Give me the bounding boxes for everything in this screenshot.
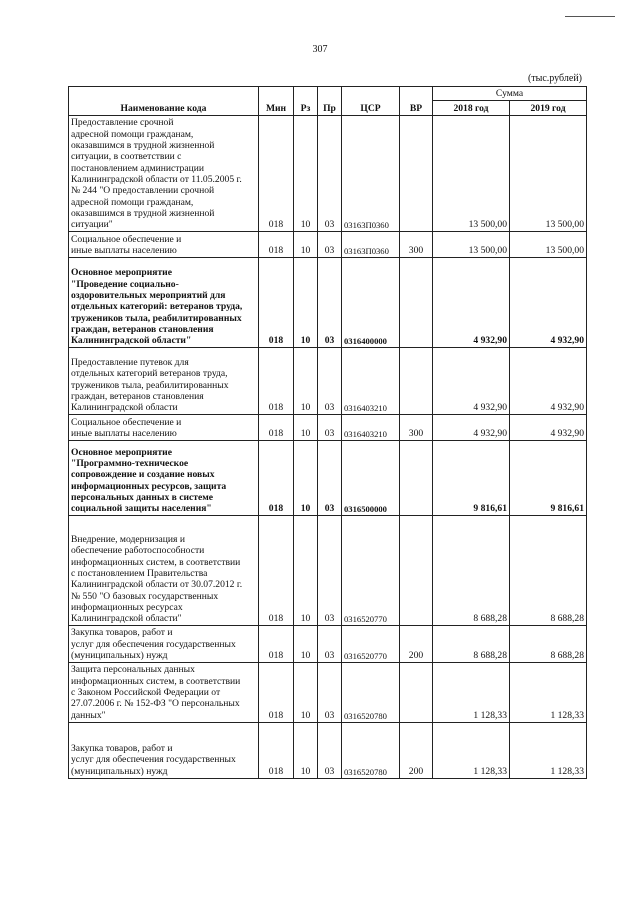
- row-sum-2019: 1 128,33: [510, 663, 587, 723]
- row-vr: [400, 348, 433, 415]
- row-vr: 300: [400, 232, 433, 258]
- row-min: 018: [259, 258, 294, 348]
- row-min: 018: [259, 232, 294, 258]
- header-year-2019: 2019 год: [510, 101, 587, 116]
- row-min: 018: [259, 626, 294, 663]
- table-row: [69, 722, 587, 778]
- row-min: 018: [259, 516, 294, 626]
- row-csr: 0316500000: [342, 441, 400, 516]
- header-year-2018: 2018 год: [433, 101, 510, 116]
- row-sum-2018: 1 128,33: [433, 722, 510, 778]
- row-name: Предоставление срочной адресной помощи гражданам, оказавшимся в трудной жизненной ситуации, в соответствии с постановлением администрации Калининградской области от 11.05.2005 г. № 244 "О предоставлении срочной адресной помощи гражданам, оказавшимся в трудной жизненной ситуации": [69, 116, 259, 232]
- row-csr: 0316520780: [342, 663, 400, 723]
- corner-line: [565, 16, 615, 17]
- table-row: [69, 258, 587, 348]
- row-vr: [400, 663, 433, 723]
- table-row: [69, 232, 587, 258]
- page-number: 307: [312, 44, 328, 55]
- row-vr: 200: [400, 722, 433, 778]
- row-vr: 300: [400, 415, 433, 441]
- row-vr: [400, 258, 433, 348]
- row-rz: 10: [294, 348, 318, 415]
- row-pr: 03: [318, 663, 342, 723]
- row-csr: 03163П0360: [342, 232, 400, 258]
- row-sum-2019: 9 816,61: [510, 441, 587, 516]
- row-csr: 0316520770: [342, 626, 400, 663]
- header-min: Мин: [259, 87, 294, 116]
- header-row-top: [69, 87, 587, 101]
- header-vr: ВР: [400, 87, 433, 116]
- row-rz: 10: [294, 663, 318, 723]
- row-rz: 10: [294, 722, 318, 778]
- row-rz: 10: [294, 626, 318, 663]
- row-pr: 03: [318, 232, 342, 258]
- row-sum-2018: 9 816,61: [433, 441, 510, 516]
- row-csr: 0316403210: [342, 415, 400, 441]
- row-rz: 10: [294, 516, 318, 626]
- row-sum-2019: 13 500,00: [510, 116, 587, 232]
- row-sum-2018: 4 932,90: [433, 348, 510, 415]
- row-pr: 03: [318, 258, 342, 348]
- row-min: 018: [259, 441, 294, 516]
- row-name: Основное мероприятие "Проведение социально- оздоровительных мероприятий для отдельных категорий: ветеранов труда, тружеников тыла, реабилитированных граждан, ветеранов становления Калининградской области": [69, 258, 259, 348]
- header-pr: Пр: [318, 87, 342, 116]
- header-csr: ЦСР: [342, 87, 400, 116]
- row-sum-2018: 4 932,90: [433, 258, 510, 348]
- row-vr: [400, 516, 433, 626]
- row-pr: 03: [318, 415, 342, 441]
- row-csr: 0316520780: [342, 722, 400, 778]
- row-sum-2019: 4 932,90: [510, 258, 587, 348]
- row-sum-2018: 4 932,90: [433, 415, 510, 441]
- row-sum-2018: 13 500,00: [433, 116, 510, 232]
- row-name: Закупка товаров, работ и услуг для обеспечения государственных (муниципальных) нужд: [69, 626, 259, 663]
- table-row: [69, 348, 587, 415]
- row-sum-2019: 8 688,28: [510, 626, 587, 663]
- row-sum-2018: 8 688,28: [433, 516, 510, 626]
- header-name: Наименование кода: [69, 87, 259, 116]
- table-row: [69, 663, 587, 723]
- row-pr: 03: [318, 441, 342, 516]
- row-sum-2019: 8 688,28: [510, 516, 587, 626]
- row-min: 018: [259, 348, 294, 415]
- row-rz: 10: [294, 441, 318, 516]
- table-row: [69, 415, 587, 441]
- row-sum-2019: 13 500,00: [510, 232, 587, 258]
- row-rz: 10: [294, 258, 318, 348]
- row-vr: [400, 441, 433, 516]
- table-row: [69, 626, 587, 663]
- row-csr: 0316400000: [342, 258, 400, 348]
- row-vr: 200: [400, 626, 433, 663]
- row-pr: 03: [318, 348, 342, 415]
- row-sum-2018: 1 128,33: [433, 663, 510, 723]
- row-min: 018: [259, 722, 294, 778]
- row-pr: 03: [318, 722, 342, 778]
- row-name: Основное мероприятие "Программно-техническое сопровождение и создание новых информационных ресурсов, защита персональных данных в системе социальной защиты населения": [69, 441, 259, 516]
- row-sum-2019: 4 932,90: [510, 348, 587, 415]
- row-rz: 10: [294, 232, 318, 258]
- row-csr: 0316403210: [342, 348, 400, 415]
- row-csr: 03163П0360: [342, 116, 400, 232]
- header-rz: Рз: [294, 87, 318, 116]
- row-pr: 03: [318, 626, 342, 663]
- budget-table: [68, 86, 587, 779]
- row-min: 018: [259, 415, 294, 441]
- table-row: [69, 441, 587, 516]
- row-pr: 03: [318, 516, 342, 626]
- table-body: [69, 116, 587, 779]
- row-vr: [400, 116, 433, 232]
- table-row: [69, 116, 587, 232]
- units-label: (тыс.рублей): [527, 73, 582, 84]
- row-min: 018: [259, 116, 294, 232]
- row-pr: 03: [318, 116, 342, 232]
- row-min: 018: [259, 663, 294, 723]
- header-sum: Сумма: [433, 87, 587, 101]
- row-name: Предоставление путевок для отдельных категорий ветеранов труда, тружеников тыла, реабилитированных граждан, ветеранов становления Калининградской области: [69, 348, 259, 415]
- row-sum-2018: 8 688,28: [433, 626, 510, 663]
- row-name: Социальное обеспечение и иные выплаты населению: [69, 415, 259, 441]
- row-name: Защита персональных данных информационных систем, в соответствии с Законом Российской Федерации от 27.07.2006 г. № 152-ФЗ "О персональных данных": [69, 663, 259, 723]
- row-name: Внедрение, модернизация и обеспечение работоспособности информационных систем, в соответствии с постановлением Правительства Калининградской области от 30.07.2012 г. № 550 "О базовых государственных информационных ресурсах Калининградской области": [69, 516, 259, 626]
- row-rz: 10: [294, 116, 318, 232]
- row-name: Социальное обеспечение и иные выплаты населению: [69, 232, 259, 258]
- row-sum-2019: 1 128,33: [510, 722, 587, 778]
- row-name: Закупка товаров, работ и услуг для обеспечения государственных (муниципальных) нужд: [69, 722, 259, 778]
- row-rz: 10: [294, 415, 318, 441]
- row-csr: 0316520770: [342, 516, 400, 626]
- row-sum-2019: 4 932,90: [510, 415, 587, 441]
- row-sum-2018: 13 500,00: [433, 232, 510, 258]
- table-row: [69, 516, 587, 626]
